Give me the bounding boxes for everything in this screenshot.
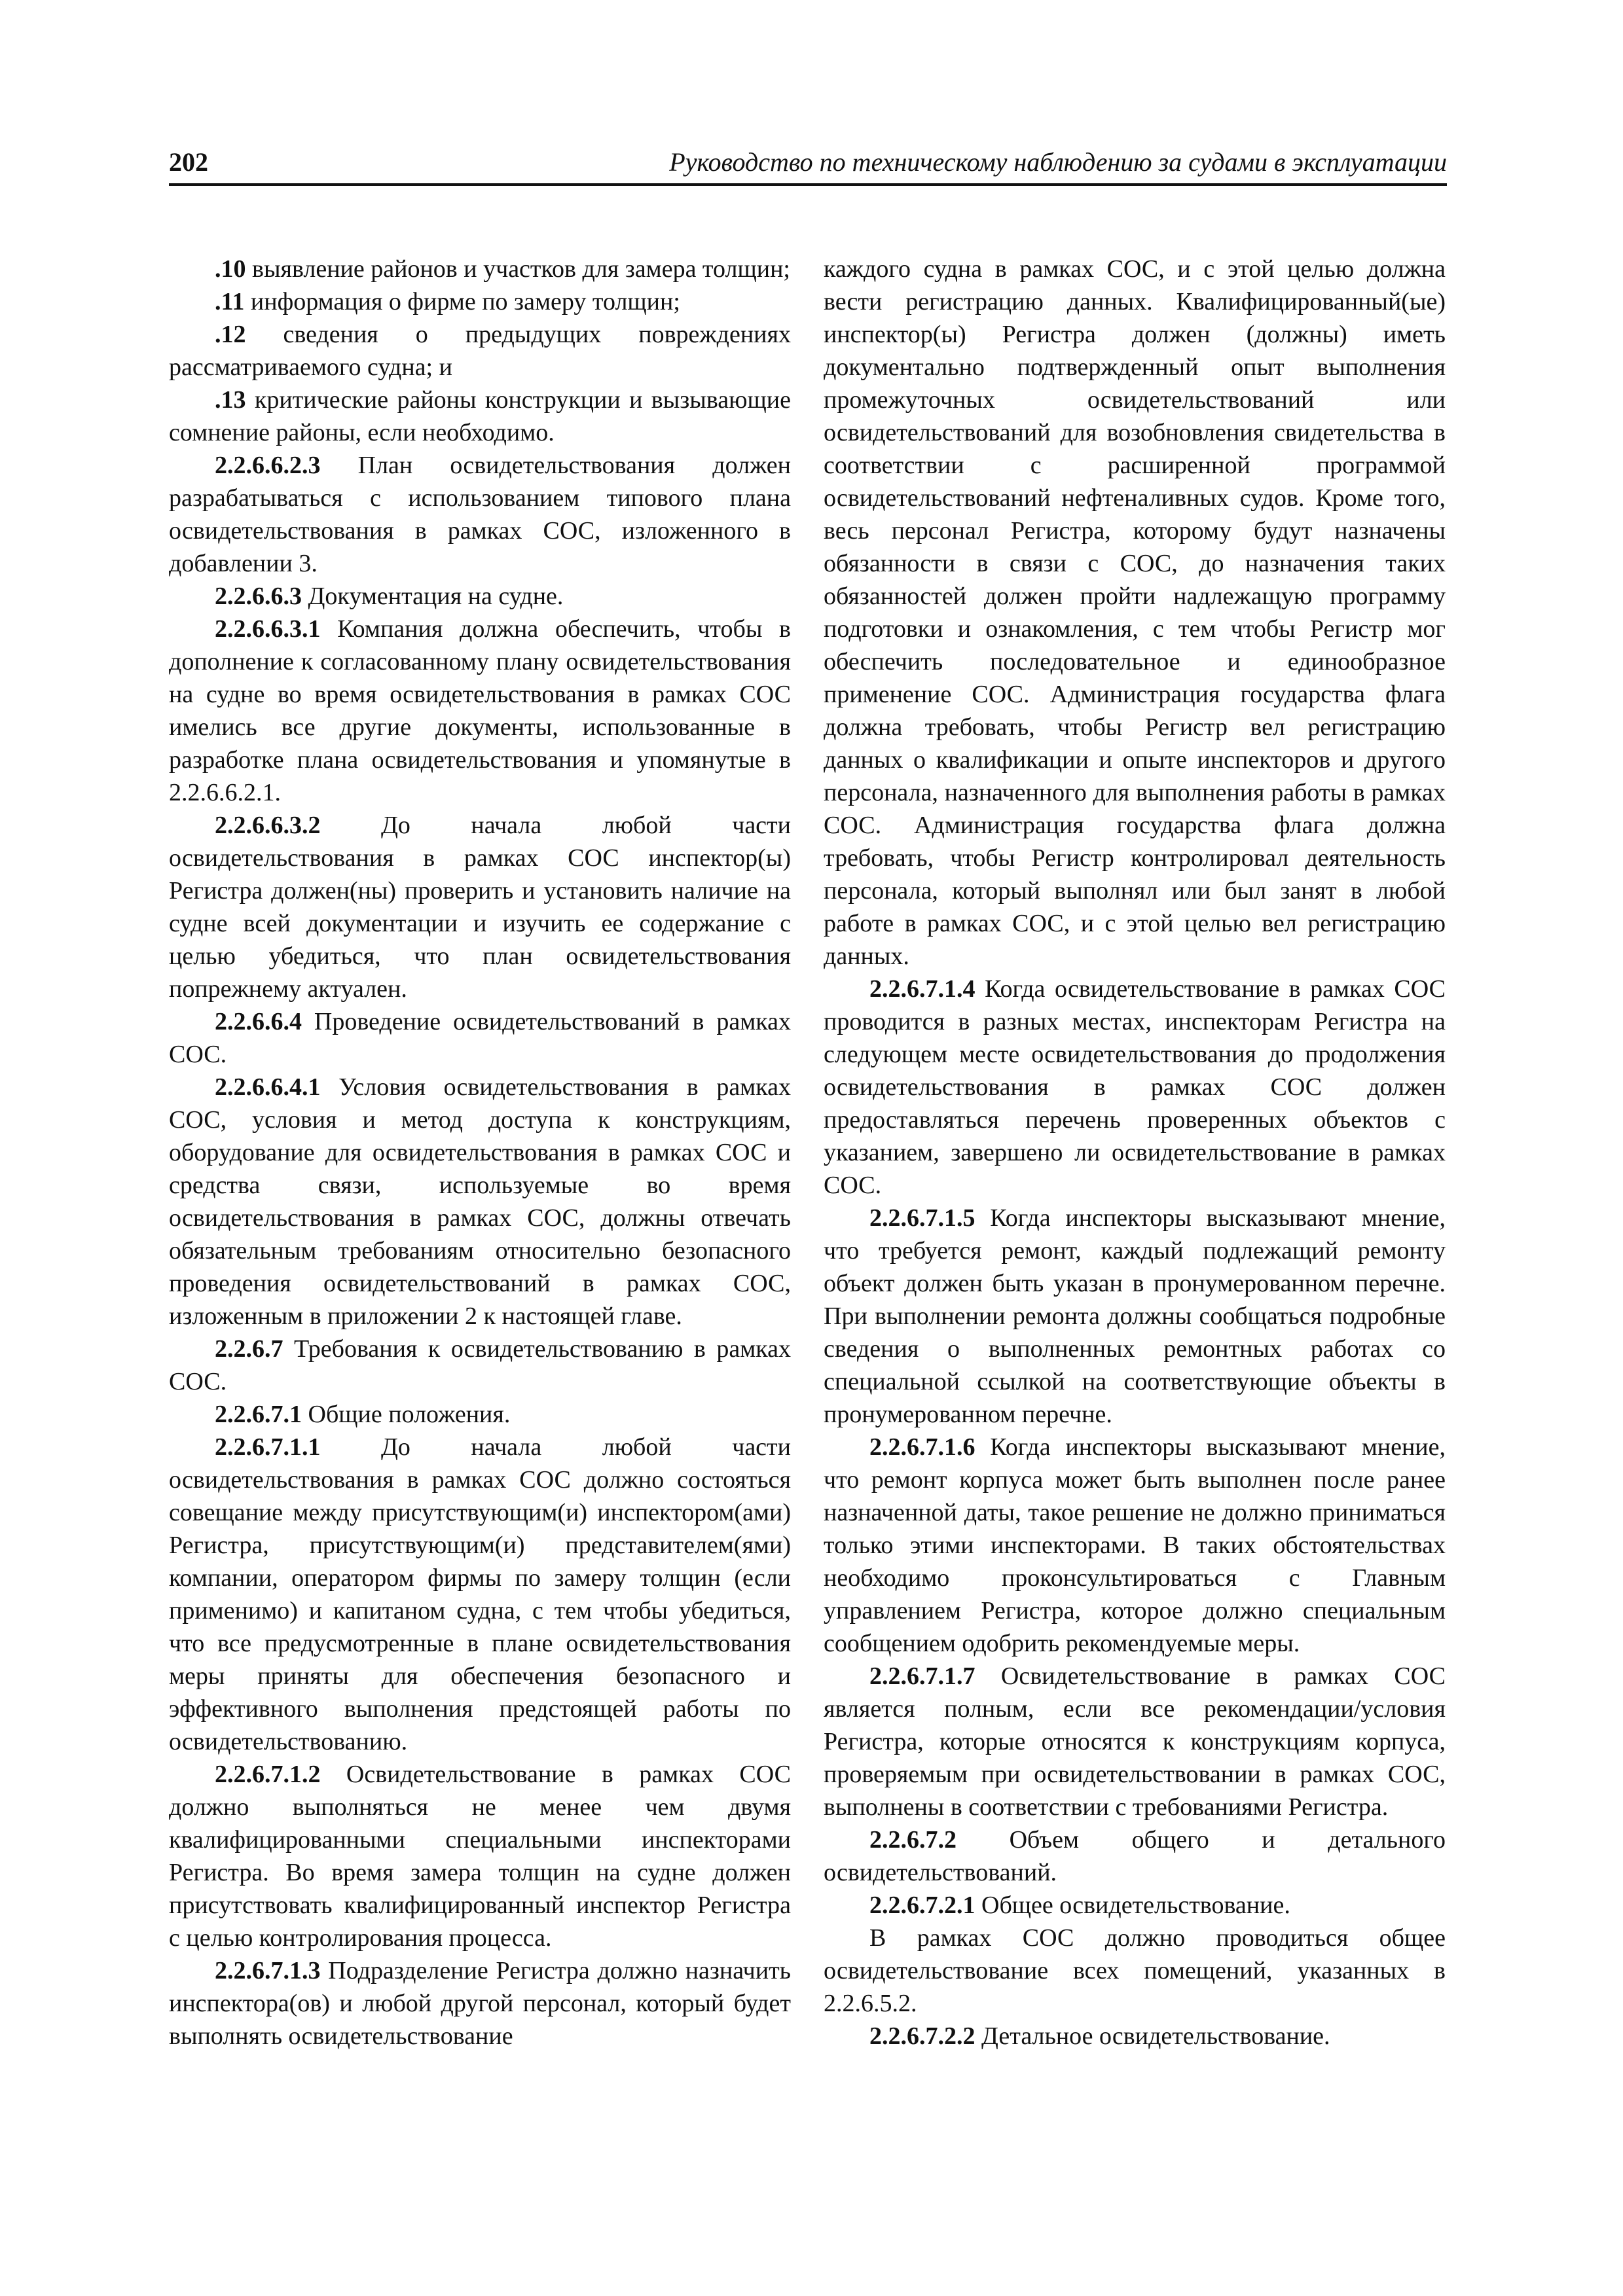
- paragraph-text: Когда инспекторы высказывают мнение, что требуется ремонт, каждый подлежащий ремонту объект должен быть указан в пронумерованном перечне. При выполнении ремонта должны сообщаться подробные сведения о выполненных ремонтных работах со специальной ссылкой на соответствующие объекты в пронумерованном перечне.: [824, 1204, 1446, 1428]
- paragraph-text: Требования к освидетельствованию в рамках СОС.: [169, 1335, 791, 1395]
- paragraph: [169, 253, 791, 285]
- paragraph: [824, 1922, 1446, 2020]
- paragraph: [169, 285, 791, 318]
- clause-number: .10: [215, 255, 246, 283]
- paragraph-text: Детальное освидетельствование.: [975, 2022, 1330, 2050]
- paragraph: [169, 1398, 791, 1431]
- paragraph-text: Подразделение Регистра должно назначить инспектора(ов) и любой другой персонал, который будет выполнять освидетельствование: [169, 1957, 791, 2050]
- paragraph: [824, 1823, 1446, 1889]
- clause-number: 2.2.6.6.3: [215, 583, 302, 610]
- paragraph: [169, 384, 791, 449]
- clause-number: 2.2.6.7.1.5: [869, 1204, 976, 1232]
- paragraph: [824, 253, 1446, 973]
- paragraph-text: Когда освидетельствование в рамках СОС проводится в разных местах, инспекторам Регистра на следующем месте освидетельствования до продолжения освидетельствования в рамках СОС должен предоставляться перечень проверенных объектов с указанием, завершено ли освидетельствование в рамках СОС.: [824, 975, 1446, 1199]
- page-number: 202: [169, 147, 208, 177]
- paragraph-text: Освидетельствование в рамках СОС должно выполняться не менее чем двумя квалифицированными специальными инспекторами Регистра. Во время замера толщин на судне должен присутствовать квалифицированный инспектор Регистра с целью контролирования процесса.: [169, 1761, 791, 1952]
- paragraph: [824, 1431, 1446, 1660]
- clause-number: 2.2.6.7.1.3: [215, 1957, 321, 1984]
- clause-number: 2.2.6.7.2.2: [869, 2022, 976, 2050]
- clause-number: 2.2.6.6.3.2: [215, 812, 321, 839]
- paragraph: [824, 1889, 1446, 1922]
- clause-number: 2.2.6.6.3.1: [215, 615, 321, 643]
- paragraph: [169, 1954, 791, 2053]
- paragraph: [169, 1431, 791, 1758]
- paragraph-text: каждого судна в рамках СОС, и с этой целью должна вести регистрацию данных. Квалифицированный(ые) инспектор(ы) Регистра должен (должны) иметь документально подтвержденный опыт выполнения промежуточных освидетельствований или освидетельствований для возобновления свидетельства в соответствии с расширенной программой освидетельствований нефтеналивных судов. Кроме того, весь персонал Регистра, которому будут назначены обязанности в связи с СОС, до назначения таких обязанностей должен пройти надлежащую программу подготовки и ознакомления, с тем чтобы Регистр мог обеспечить последовательное и единообразное применение СОС. Администрация государства флага должна требовать, чтобы Регистр вел регистрацию данных о квалификации и опыте инспекторов и другого персонала, назначенного для выполнения работы в рамках СОС. Администрация государства флага должна требовать, чтобы Регистр контролировал деятельность персонала, который выполнял или был занят в любой работе в рамках СОС, и с этой целью вел регистрацию данных.: [824, 255, 1446, 970]
- paragraph: [824, 973, 1446, 1202]
- right-column: [824, 253, 1446, 2053]
- paragraph-text: До начала любой части освидетельствования в рамках СОС инспектор(ы) Регистра должен(ны) проверить и установить наличие на судне всей документации и изучить ее содержание с целью убедиться, что план освидетельствования попрежнему актуален.: [169, 812, 791, 1003]
- clause-number: 2.2.6.6.4.1: [215, 1073, 321, 1101]
- left-column: [169, 253, 791, 2053]
- paragraph-text: Общие положения.: [302, 1401, 511, 1428]
- paragraph-text: информация о фирме по замеру толщин;: [244, 288, 680, 315]
- clause-number: .11: [215, 288, 245, 315]
- page-header: [169, 145, 1447, 186]
- paragraph: [169, 1005, 791, 1071]
- paragraph-text: Когда инспекторы высказывают мнение, что ремонт корпуса может быть выполнен после ранее назначенной даты, такое решение не должно приниматься только этими инспекторами. В таких обстоятельствах необходимо проконсультироваться с Главным управлением Регистра, которое должно специальным сообщением одобрить рекомендуемые меры.: [824, 1433, 1446, 1657]
- clause-number: 2.2.6.7.1: [215, 1401, 302, 1428]
- clause-number: 2.2.6.7.2: [869, 1826, 957, 1854]
- paragraph-text: В рамках СОС должно проводиться общее освидетельствование всех помещений, указанных в 2.2.6.5.2.: [824, 1924, 1446, 2017]
- paragraph-text: До начала любой части освидетельствования в рамках СОС должно состояться совещание между присутствующим(и) инспектором(ами) Регистра, присутствующим(и) представителем(ями) компании, оператором фирмы по замеру толщин (если применимо) и капитаном судна, с тем чтобы убедиться, что все предусмотренные в плане освидетельствования меры приняты для обеспечения безопасного и эффективного выполнения предстоящей работы по освидетельствованию.: [169, 1433, 791, 1755]
- paragraph: [169, 449, 791, 580]
- paragraph-text: выявление районов и участков для замера толщин;: [246, 255, 790, 283]
- clause-number: 2.2.6.7.1.1: [215, 1433, 321, 1461]
- clause-number: 2.2.6.6.4: [215, 1008, 302, 1035]
- paragraph-text: Проведение освидетельствований в рамках СОС.: [169, 1008, 791, 1068]
- paragraph-text: Объем общего и детального освидетельствований.: [824, 1826, 1446, 1886]
- paragraph: [169, 613, 791, 809]
- paragraph-text: План освидетельствования должен разрабатываться с использованием типового плана освидетельствования в рамках СОС, изложенного в добавлении 3.: [169, 452, 791, 577]
- running-title: Руководство по техническому наблюдению за судами в эксплуатации: [669, 147, 1447, 177]
- clause-number: 2.2.6.7: [215, 1335, 283, 1363]
- paragraph-text: критические районы конструкции и вызывающие сомнение районы, если необходимо.: [169, 386, 791, 446]
- paragraph-text: Условия освидетельствования в рамках СОС, условия и метод доступа к конструкциям, оборудование для освидетельствования в рамках СОС и средства связи, используемые во время освидетельствования в рамках СОС, должны отвечать обязательным требованиям относительно безопасного проведения освидетельствований в рамках СОС, изложенным в приложении 2 к настоящей главе.: [169, 1073, 791, 1330]
- paragraph: [169, 1333, 791, 1398]
- paragraph: [169, 580, 791, 613]
- paragraph-text: Документация на судне.: [302, 583, 564, 610]
- paragraph-text: Компания должна обеспечить, чтобы в дополнение к согласованному плану освидетельствования на судне во время освидетельствования в рамках СОС имелись все другие документы, использованные в разработке плана освидетельствования и упомянутые в 2.2.6.6.2.1.: [169, 615, 791, 806]
- paragraph: [169, 1071, 791, 1333]
- clause-number: 2.2.6.7.2.1: [869, 1892, 976, 1919]
- clause-number: .13: [215, 386, 246, 414]
- clause-number: .12: [215, 321, 246, 348]
- paragraph: [824, 1202, 1446, 1431]
- clause-number: 2.2.6.7.1.6: [869, 1433, 976, 1461]
- paragraph: [169, 318, 791, 384]
- paragraph-text: сведения о предыдущих повреждениях рассматриваемого судна; и: [169, 321, 791, 381]
- clause-number: 2.2.6.6.2.3: [215, 452, 321, 479]
- paragraph-text: Общее освидетельствование.: [975, 1892, 1290, 1919]
- paragraph: [169, 1758, 791, 1954]
- paragraph: [824, 2020, 1446, 2053]
- clause-number: 2.2.6.7.1.4: [869, 975, 976, 1003]
- paragraph: [824, 1660, 1446, 1823]
- clause-number: 2.2.6.7.1.7: [869, 1662, 976, 1690]
- paragraph-text: Освидетельствование в рамках СОС является полным, если все рекомендации/условия Регистра, которые относятся к конструкциям корпуса, проверяемым при освидетельствовании в рамках СОС, выполнены в соответствии с требованиями Регистра.: [824, 1662, 1446, 1821]
- clause-number: 2.2.6.7.1.2: [215, 1761, 321, 1788]
- paragraph: [169, 809, 791, 1005]
